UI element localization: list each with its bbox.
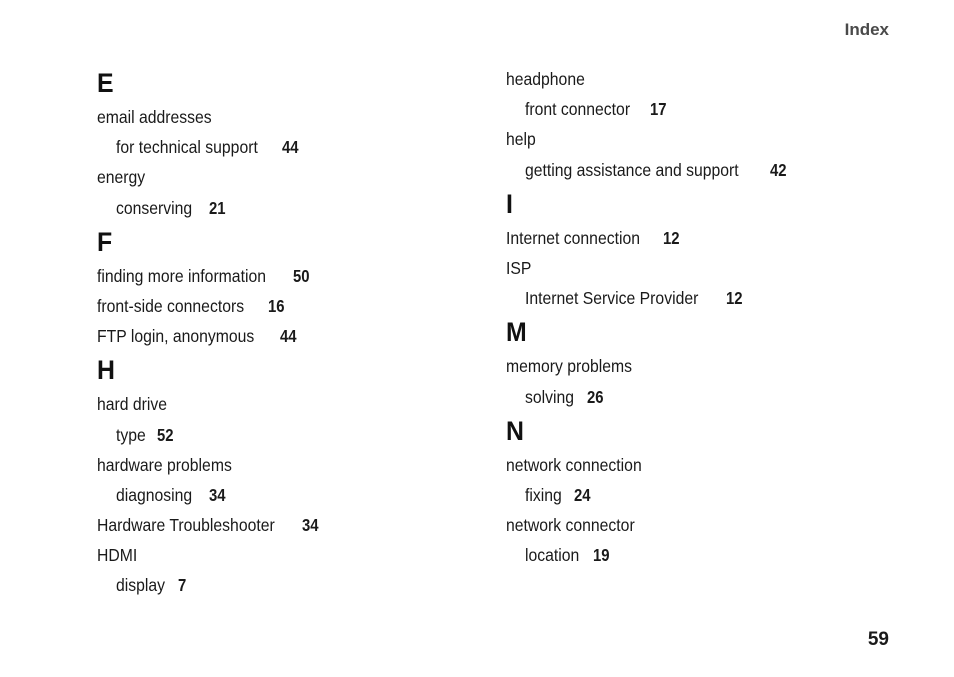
index-entry-text: finding more information — [97, 265, 266, 286]
index-subentry — [506, 283, 906, 313]
index-entry-text: headphone — [506, 69, 585, 89]
index-entry-text: for technical support — [116, 137, 258, 158]
index-page-reference: 7 — [178, 575, 187, 596]
index-entry-text: diagnosing — [116, 484, 193, 505]
index-entry — [506, 64, 906, 94]
index-entry-text: front connector — [525, 99, 631, 120]
index-entry-text: fixing — [525, 484, 562, 505]
index-entry — [97, 291, 497, 321]
index-entry — [506, 351, 906, 381]
index-entry-text: Hardware Troubleshooter — [97, 515, 275, 536]
index-entry-text: location — [525, 545, 580, 566]
page-number: 59 — [867, 629, 889, 650]
index-entry-text: hard drive — [97, 394, 168, 415]
index-page-reference: 52 — [157, 424, 174, 445]
index-entry — [97, 162, 497, 192]
index-section-letter: H — [97, 355, 115, 386]
index-section-letter: E — [97, 68, 114, 98]
index-entry-text: network connector — [506, 515, 635, 536]
index-entry-text: memory problems — [506, 356, 633, 377]
index-entry-text: network connection — [506, 454, 642, 475]
index-page-reference: 12 — [725, 288, 743, 309]
index-page-reference: 44 — [281, 137, 299, 158]
index-page-reference: 21 — [208, 197, 226, 218]
index-entry-text: display — [116, 575, 166, 596]
index-subentry — [97, 480, 497, 510]
index-page-reference: 44 — [279, 326, 297, 347]
index-entry — [97, 261, 497, 291]
index-entry-text: solving — [525, 386, 575, 407]
index-entry-text: Internet Service Provider — [525, 288, 699, 309]
index-entry-text: ISP — [506, 257, 532, 278]
index-column-left — [97, 64, 497, 601]
index-page-reference: 19 — [593, 545, 610, 566]
index-subentry — [97, 420, 497, 450]
index-section-letter: M — [506, 317, 527, 348]
index-entry-text: getting assistance and support — [525, 159, 739, 180]
index-entry — [506, 223, 906, 253]
index-section-letter: F — [97, 226, 113, 257]
index-subentry — [506, 480, 906, 510]
index-entry-text: HDMI — [97, 545, 138, 566]
index-page-reference: 24 — [573, 484, 591, 505]
index-entry — [506, 450, 906, 480]
index-page-reference: 34 — [302, 515, 320, 536]
index-subentry — [506, 540, 906, 570]
index-entry — [97, 102, 497, 132]
index-page-reference: 34 — [208, 484, 226, 505]
index-entry-text: Internet connection — [506, 227, 640, 248]
index-page-reference: 12 — [662, 227, 680, 248]
index-entry-text: conserving — [116, 197, 193, 218]
index-page-reference: 16 — [268, 295, 285, 316]
index-subentry — [506, 155, 906, 185]
index-entry — [506, 510, 906, 540]
index-entry-text: help — [506, 129, 536, 150]
index-subentry — [97, 193, 497, 223]
index-entry — [97, 389, 497, 419]
index-column-right — [506, 64, 906, 570]
index-entry-text: front-side connectors — [97, 295, 245, 316]
index-section-letter: I — [506, 188, 513, 219]
index-entry-text: hardware problems — [97, 454, 232, 475]
index-section-letter: N — [506, 415, 524, 446]
index-entry — [506, 124, 906, 154]
index-entry — [97, 510, 497, 540]
index-entry — [97, 450, 497, 480]
index-entry — [97, 321, 497, 351]
index-entry — [506, 253, 906, 283]
index-page-reference: 50 — [292, 265, 310, 286]
index-page-reference: 26 — [587, 386, 605, 407]
index-subentry — [97, 132, 497, 162]
index-subentry — [97, 570, 497, 600]
index-page-reference: 17 — [649, 99, 667, 120]
index-page-reference: 42 — [770, 159, 787, 180]
index-entry-text: FTP login, anonymous — [97, 326, 255, 347]
index-subentry — [506, 382, 906, 412]
index-entry-text: energy — [97, 167, 146, 188]
index-entry-text: email addresses — [97, 107, 212, 127]
index-entry-text: type — [116, 424, 146, 445]
index-entry — [97, 540, 497, 570]
index-subentry — [506, 94, 906, 124]
page-header-title: Index — [844, 20, 889, 39]
